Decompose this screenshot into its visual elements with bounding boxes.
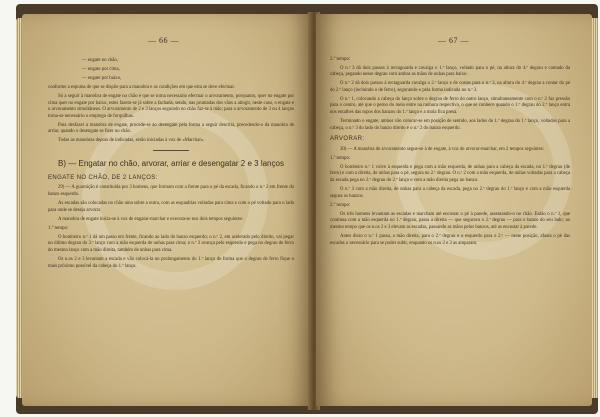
paragraph: O n.º 3 com a mão direita, de unhas para a cabeça da escada, pega no 2.º degrau do 1.º lanço e com a mão esquerda segura os banzos. [330,187,570,199]
tempo-label: 1.º tempo: [48,226,69,232]
right-page [316,14,592,406]
paragraph: O bombeiro n.º 1 volve à esquerda e pega com a mão esquerda, de unhas para a cabeça da escada, no 1.º degrau (de ferro) e com a direita, de unhas para o pé, segura no 2.º degrau. O n.º 2 com a mão esquerda, de unhas voltadas para a cabeça da escada pega no 2.º degrau do 2.º lanço e com a mão direita pega no banzo. [330,164,570,184]
paragraph: A manobra de engate inicia-se à voz de engatar-marchar e executa-se nos dois tempos seguintes: [58,216,244,222]
tempo-label: 1.º tempo: [330,156,351,162]
paragraph: O n.º 1, colocando a cabeça do lanço sobre o degrau de ferro do outro lanço, simultaneamente com o n.º 2 faz pressão para o centro, até que o perno do meio entre na ranhura respectiva, o que se conhece quando o 1.º degrau do 2.º lanço entra nos entalhes das topos dos banzos do 1.º lanço e a mola fica presa. [330,96,570,115]
list-item: — engate por cima, [82,66,120,72]
paragraph: Todas as manobras depois de indicadas, serão iniciadas à voz de «Marchar». [58,138,205,144]
paragraph: Só a seguir à manobra de engate no chão é que se torna necessário efectuar o arvoramento, porquanto, quer no engate por cima quer no engate por baixo, estes fazem-se já sobre a fachada, sendo, nas prumadas dos vãos a atingir, neste caso, o engate e o arvoramento simultâneos. O arvoramento de 2 e 3 lanços seguindo no chão faz-se à mão; para o arvoramento de 3 ou 4 lanços torna-se necessário o emprego de forquilhas. [48,93,294,119]
paragraph: O n.º 3 dá dois passos à rectaguarda e cavalga o 1.º lanço, voltado para o pé, na altura do 4.º degrau e contado da cabeça, pegando nesse degrau com ambas as mãos de unhas para baixo. [330,65,570,78]
paragraph: O n.º 2 dá dois passos à rectaguarda cavalga o 2.º lanço e de costas para o n.º 3, na altura do 4.º degrau a contar do pé do 2.º lanço (incluindo o de ferro), segurando-o pela forma indicada no n.º 3. [330,81,570,93]
subsection-title: ARVORAR: [330,136,365,143]
paragraph: conforme a espuma de que se dispõe para a manobra e as condições em que esta se deve efectuar. [48,84,235,90]
divider [153,150,189,151]
list-item: — engate por baixo, [82,75,122,81]
list-item: — engate no chão, [82,58,118,63]
tempo-label: 2.º tempo: [330,203,351,209]
page-number-left: — 66 — [148,36,179,45]
paragraph: 30) — A manobra de arvoramento segue-se à de engate, à voz de arvorar-marchar, em 2 tempos seguintes: [340,146,544,152]
paragraph: Os três homens levantam as escadas e marcham até encostar o pé à parede, assentando-o no chão. Então o n.º 1, que continua com a mão esquerda no 1.º degrau, passa a direita — que segurava o 2.º degrau — para o banzo do seu lado; ao mesmo tempo que os n.os 2 e 3 elevam as escadas, passando as mãos pelos banzos, até as encostar à parede. [330,211,570,231]
left-page-body [48,58,294,273]
paragraph: Terminado o engate, ambos vão colocar-se em posição de sentido, aos lados do 1.º degrau do 1.º lanço, voltados para a cabeça, o n.º 3 do lado do banzo direito e o n.º 2 do banzo esquerdo. [330,118,570,131]
paragraph: Antes disso o n.º 1 passa, a mão direita, para o 2.º degrau e o esquerdo para o 2.º — neste posição, afasta o pé das escadas o necessário para se poder subir, enquanto os n.os 2 e 3 as amparam. [330,234,570,246]
section-heading: B) — Engatar no chão, arvorar, arriar e desengatar 2 e 3 lanços [58,158,284,168]
paragraph: Os n.os 2 e 3 levantam a escada e vão colocá-la no prolongamento do 1.º lanço de forma que o degrau de ferro fique o mais próximo possível da cabeça do 1.º lanço. [48,256,294,269]
paragraph: 29) — A guarnição é constituída por 3 homens, que formam com a frente para o pé da escada, ficando o n.º 2 em frente do banzo esquerdo. [48,185,294,198]
paragraph: As escadas são colocadas no chão uma sobre a outra, com as esquadrias voltadas para cima e com o pé voltado para o lado para onde se deseja arvorar. [48,201,294,213]
paragraph: Para desfazer a manobra de engate, procede-se ao desengate pela forma a seguir descrita, precedendo-o da manobra de arriar, quando o desengate se fizer no chão. [48,122,294,135]
tempo-label: 2.º tempo: [330,57,351,62]
page-number-right: — 67 — [438,36,469,45]
paragraph: O bombeiro n.º 1 dá um passo em frente, ficando ao lado do banzo esquerdo; o n.º 2, em acelerado pelo direito, vai pegar no último degrau do 3.º lanço com a mão esquerda de unhas para cima; o n.º 3 avança pelo esquerdo e pega no degrau de ferro do mesmo lanço com a mão direita, também de unhas para cima. [48,234,294,253]
subsection-title: ENGATE NO CHÃO, DE 2 LANÇOS: [48,174,158,181]
book-spread [16,4,598,414]
right-page-body [330,54,570,250]
engate-list [48,58,294,83]
left-page [22,14,312,406]
page-edges-right [592,18,598,398]
